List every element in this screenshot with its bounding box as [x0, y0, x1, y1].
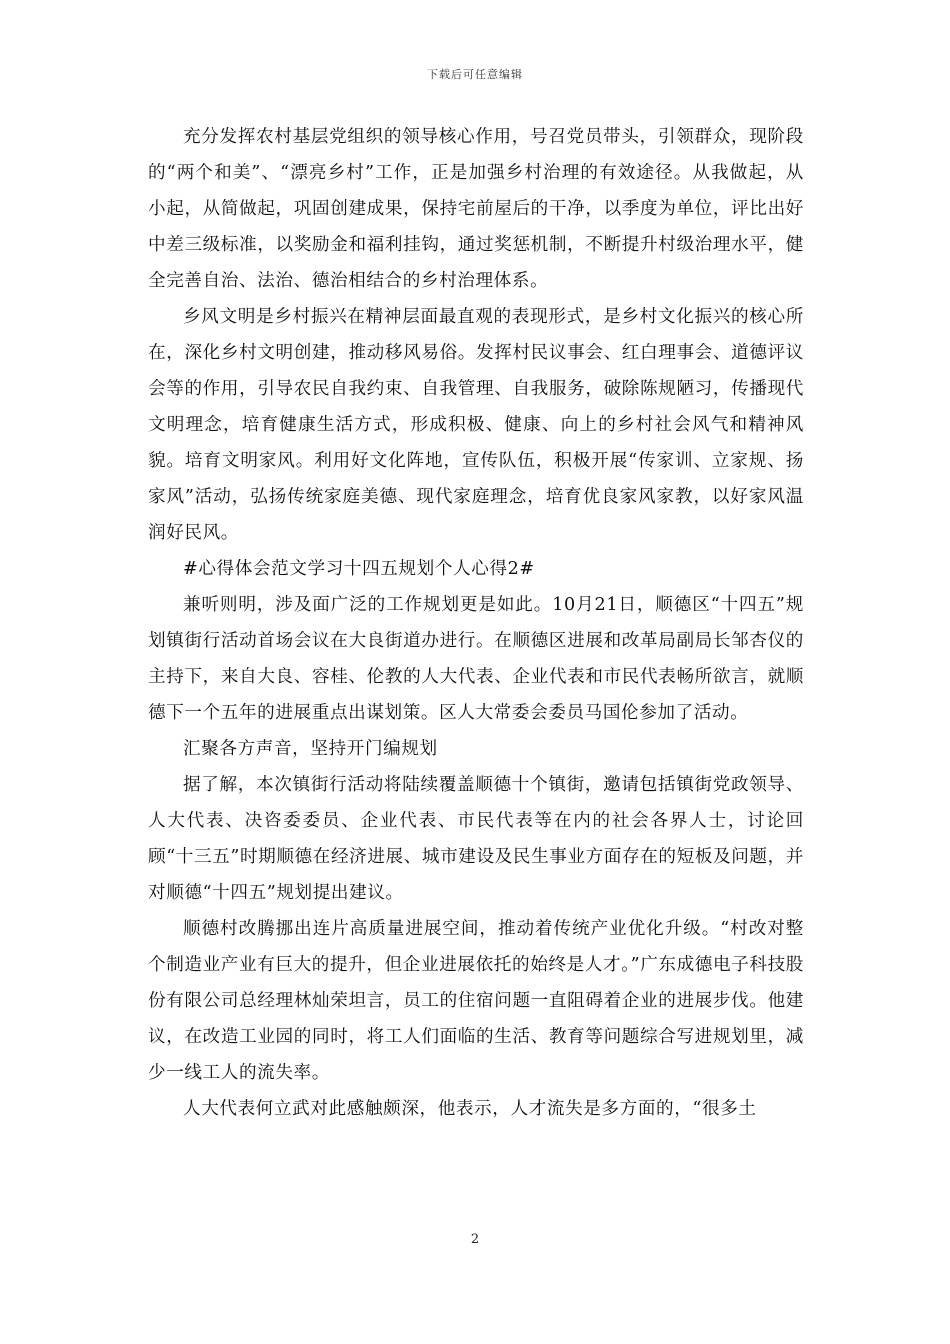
paragraph-village-renovation: 顺德村改腾挪出连片高质量进展空间，推动着传统产业优化升级。“村改对整个制造业产业有巨大的提升，但企业进展依托的始终是人才。”广东成德电子科技股份有限公司总经理林灿荣坦言，员工的住宿问题一直阻碍着企业的进展步伐。他建议，在改造工业园的同时，将工人们面临的生活、教育等问题综合写进规划里，减少一线工人的流失率。	[148, 919, 804, 1083]
paragraph-rural-civilization: 乡风文明是乡村振兴在精神层面最直观的表现形式，是乡村文化振兴的核心所在，深化乡村文明创建，推动移风易俗。发挥村民议事会、红白理事会、道德评议会等的作用，引导农民自我约束、自我管理、自我服务，破除陈规陋习，传播现代文明理念，培育健康生活方式，形成积极、健康、向上的乡村社会风气和精神风貌。培育文明家风。利用好文化阵地，宣传队伍，积极开展“传家训、立家规、扬家风”活动，弘扬传统家庭美德、现代家庭理念，培育优良家风家教，以好家风温润好民风。	[148, 307, 804, 543]
paragraph-planning-meeting: 兼听则明，涉及面广泛的工作规划更是如此。10月21日，顺德区“十四五”规划镇街行活动首场会议在大良街道办进行。在顺德区进展和改革局副局长邹杏仪的主持下，来自大良、容桂、伦教的人大代表、企业代表和市民代表畅所欲言，就顺德下一个五年的进展重点出谋划策。区人大常委会委员马国伦参加了活动。	[148, 595, 804, 723]
document-body	[148, 119, 804, 1127]
page-header: 下载后可任意编辑	[427, 68, 523, 81]
paragraph-town-activities: 据了解，本次镇街行活动将陆续覆盖顺德十个镇街，邀请包括镇街党政领导、人大代表、决咨委委员、企业代表、市民代表等在内的社会各界人士，讨论回顾“十三五”时期顺德在经济进展、城市建设及民生事业方面存在的短板及问题，并对顺德“十四五”规划提出建议。	[148, 775, 804, 903]
page-number: 2	[470, 1232, 480, 1247]
subheading-open-planning: 汇聚各方声音，坚持开门编规划	[183, 739, 438, 759]
section-heading-essay-2: #心得体会范文学习十四五规划个人心得2#	[183, 559, 535, 579]
paragraph-talent-loss: 人大代表何立武对此感触颇深，他表示，人才流失是多方面的，“很多土	[183, 1099, 757, 1119]
paragraph-rural-governance: 充分发挥农村基层党组织的领导核心作用，号召党员带头，引领群众，现阶段的“两个和美”、“漂亮乡村”工作，正是加强乡村治理的有效途径。从我做起，从小起，从简做起，巩固创建成果，保持宅前屋后的干净，以季度为单位，评比出好中差三级标准，以奖励金和福利挂钩，通过奖惩机制，不断提升村级治理水平，健全完善自治、法治、德治相结合的乡村治理体系。	[148, 127, 804, 291]
